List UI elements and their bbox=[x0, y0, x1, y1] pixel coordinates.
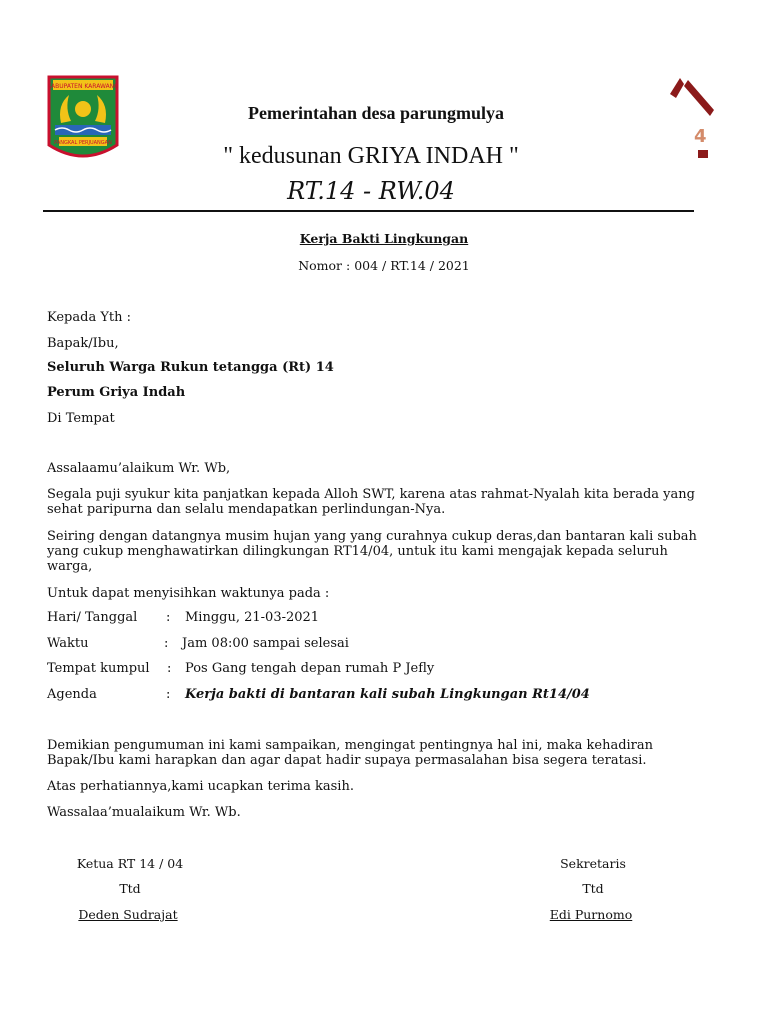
government-heading: Pemerintahan desa parungmulya bbox=[247, 103, 505, 123]
paragraph-1: Segala puji syukur kita panjatkan kepada Alloh SWT, karena atas rahmat-Nyalah kita berada yang sehat paripurna dan selalu mendapatkan perlindungan-Nya. bbox=[47, 487, 695, 517]
salutation: Bapak/Ibu, bbox=[47, 336, 119, 351]
rt-rw-heading: RT.14 - RW.04 bbox=[287, 177, 455, 205]
detail-value-time: Jam 08:00 sampai selesai bbox=[182, 636, 349, 651]
detail-label-place: Tempat kumpul bbox=[47, 661, 150, 676]
thanks-line: Atas perhatiannya,kami ucapkan terima kasih. bbox=[47, 779, 354, 794]
place-line: Di Tempat bbox=[47, 411, 115, 426]
recipient-line-2: Perum Griya Indah bbox=[47, 385, 186, 400]
left-signatory-title: Ketua RT 14 / 04 bbox=[76, 856, 184, 871]
paragraph-2: Seiring dengan datangnya musim hujan yang yang curahnya cukup deras,dan bantaran kali subah yang cukup menghawatirkan dilingkungan RT14/04, untuk itu kami mengajak kepada seluruh warga, bbox=[47, 529, 697, 574]
detail-label-agenda: Agenda bbox=[47, 687, 97, 702]
detail-value-date: Minggu, 21-03-2021 bbox=[185, 610, 320, 625]
right-signatory-title: Sekretaris bbox=[560, 856, 626, 871]
detail-colon: : bbox=[166, 610, 171, 625]
logo-text-top: KABUPATEN KARAWANG bbox=[47, 83, 119, 90]
farewell-line: Wassalaa’mualaikum Wr. Wb. bbox=[47, 805, 241, 820]
detail-colon: : bbox=[167, 661, 172, 676]
detail-value-agenda: Kerja bakti di bantaran kali subah Lingkungan Rt14/04 bbox=[185, 687, 590, 702]
logo-text-bottom: PANGKAL PERJUANGAN bbox=[54, 140, 112, 146]
detail-colon: : bbox=[164, 636, 169, 651]
greeting: Assalaamu’alaikum Wr. Wb, bbox=[47, 461, 231, 476]
paragraph-3: Untuk dapat menyisihkan waktunya pada : bbox=[47, 586, 330, 601]
right-signature-ttd: Ttd bbox=[582, 881, 604, 896]
corner-number: 4 bbox=[694, 126, 707, 147]
hamlet-heading: " kedusunan GRIYA INDAH " bbox=[223, 143, 519, 169]
recipient-line-1: Seluruh Warga Rukun tetangga (Rt) 14 bbox=[47, 360, 334, 375]
letter-number: Nomor : 004 / RT.14 / 2021 bbox=[298, 258, 470, 273]
detail-colon: : bbox=[166, 687, 171, 702]
detail-label-time: Waktu bbox=[47, 636, 89, 651]
left-signature-ttd: Ttd bbox=[119, 881, 141, 896]
letter-subject: Kerja Bakti Lingkungan bbox=[299, 231, 469, 246]
left-signatory-name: Deden Sudrajat bbox=[78, 907, 178, 922]
detail-label-date: Hari/ Tanggal bbox=[47, 610, 138, 625]
detail-value-place: Pos Gang tengah depan rumah P Jefly bbox=[185, 661, 435, 676]
header-divider bbox=[43, 210, 694, 212]
closing-paragraph: Demikian pengumuman ini kami sampaikan, mengingat pentingnya hal ini, maka kehadiran Bapak/Ibu kami harapkan dan agar dapat hadir supaya permasalahan bisa segera teratasi. bbox=[47, 738, 654, 768]
to-label: Kepada Yth : bbox=[47, 310, 132, 325]
right-signatory-name: Edi Purnomo bbox=[549, 907, 633, 922]
